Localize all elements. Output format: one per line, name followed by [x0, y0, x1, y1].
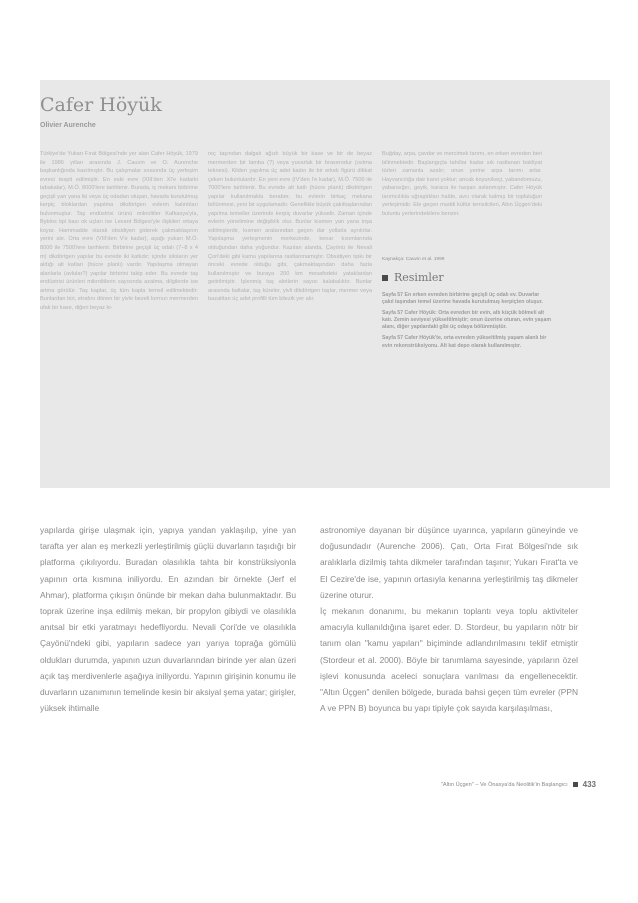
running-title: "Altın Üçgen" – Ve Önasya'da Neolitik'in Başlangıcı — [440, 781, 568, 788]
sidebar-column-3: Buğday, arpa, çavdar ve mercimek tarımı, en erken evreden beri bilinmektedir. Başlangıçta tahıllar kadar sık rastlanan bakliyat türleri zamanla azalır; onun yerine arpa tarımı artar. Hayvancılığa dair kanıt yoktur; ancak koyun/keçi, yabandomuzu, yabansığırı, geyik, karaca ile tavşan avlanmıştır. Cafer Höyük tarımcılıkla uğraştıkları halde, avcı olarak kalmış bir topluluğun yerleşimidir. Ele geçen maddi kültür temsilcileri, Altın Üçgen'deki buluntu yerlerindekilere benzer. — [382, 151, 542, 217]
sidebar-column-2: reç taşından dalgalı ağızlı büyük bir kase ve bir de beyaz mermerden bir lamba (?) veya yuvarlak bir braserodur (ısıtma teknesi). Kilden yapılma üç adet kadın ile bir erkek figürü dikkat çeken buluntulardır. En yeni evre (IV'den I'e kadar), M.Ö. 7500 ile 7000'lere tarihlenir. Bu evrede alt katlı (hücre planlı) dikdörtgen yapılar kullanılmakla beraber, bu evlerin birkaç mekana bölünmesi, yeni bir uygulamadır. Genellikle büyük çakıltaşlarından yapılma temeller üzerinde kerpiç duvarlar yükselir. Zaman içinde evlerin yönelimine değişiklik olur. Bunlar kısmen yan yana inşa edilmişlerdir, kısmen aralarından geçen dar yollarla ayrılırlar. Yapılaşma yerleşmenin merkezinde, kenar kısımlarında olduğundan daha yoğundur. Kazılan alanda, Çayönü ile Nevali Çori'deki gibi kamu yapılarına rastlanmamıştır. Obsidiyen tıpkı bir önceki evrede olduğu gibi, çakmaktaşından daha fazla kullanılmıştır ve buraya 200 km mesafedeki yataklardan getirilmiştir. İşlenmiş taş aletlerin sayısı kalabalıktır. Bunlar arasında baltalar, taş küreler, yivli dikdörtgen taşlar, mermer veya bazalttan üç adet profilli tüm bilezik yer alır. — [208, 151, 372, 303]
square-bullet-icon — [382, 275, 388, 281]
figure-caption: Sayfa 57 En erken evreden birbirine geçişli üç odalı ev. Duvarlar çakıl taşından temel üzerine havada kurutulmuş kerpiçten oluşur. — [382, 292, 543, 306]
main-column-1: yapılarda girişe ulaşmak için, yapıya yandan yaklaşılıp, yine yan tarafta yer alan eş merkezli yerleştirilmiş güçlü duvarların taşıdığı bir platforma çıkılıyordu. Buradan olasılıkla tahta bir konstrüksiyonla yapının orta kısmına iniliyordu. En azından bir örnekte (Jerf el Ahmar), platforma çıkışın önünde bir mekan daha bulunmaktadır. Bu toprak üzerine inşa edilmiş mekan, bir propylon gibiydi ve olasılıkla anıtsal bir etki yaratmayı hedefliyordu. Nevali Çori'de ve olasılıkla Çayönü'ndeki gibi, yapıların sadece yarı yarıya toprağa gömülü oldukları durumda, yapının uzun duvarlarından birinde yer alan üzeri açık taş merdivenlerle aşağıya iniliyordu. Yapının girişinin konumu ile duvarların uzanımının temelinde kesin bir aksiyal şema yatar; girişler, yüksek ihtimalle — [40, 525, 297, 714]
main-column-2: astronomiye dayanan bir düşünce uyarınca, yapıların güneyinde ve doğusundadır (Aurenche 2006). Çatı, Orta Fırat Bölgesi'nde sık aralıklarla dizilmiş tahta dikmeler tarafından taşınır; Yukarı Fırat'ta ve El Cezire'de ise, yapının ortasıyla kenarına yerleştirilmiş taş dikmeler üzerine oturur. İç mekanın donanımı, bu mekanın toplantı veya toplu aktiviteler amacıyla kullanıldığına işaret eder. D. Stordeur, bu yapıların nötr bir tanım olan "kamu yapıları" biçiminde adlandırılmasını teklif etmiştir (Stordeur et al. 2000). Böyle bir tanımlama sayesinde, yapıların özel işlevi konusunda aceleci sonuçlara varılması da engellenecektir. "Altın Üçgen" denilen bölgede, burada bahsi geçen tüm evreler (PPN A ve PPN B) boyunca bu yapı tipiyle çok sayıda karşılaşılması, — [320, 525, 578, 714]
figure-caption: Sayfa 57 Cafer Höyük: Orta evreden bir evin, altı küçük bölmeli alt katı. Zemin seviyesi yükseltilmiştir; onun üzerine oturan, evin yaşam alanı, diğer yapılardaki gibi üç odaya bölünmüştür. — [382, 310, 551, 331]
figure-caption: Sayfa 57 Cafer Höyük'te, orta evreden yükseltilmiş yaşam alanlı bir evin rekonstrüksiyonu. Alt kat depo olarak kullanılmıştır. — [382, 335, 547, 349]
sidebar-title: Cafer Höyük — [40, 94, 162, 116]
resimler-title: Resimler — [394, 271, 444, 284]
resimler-heading — [382, 271, 444, 284]
page-footer — [441, 780, 596, 789]
square-bullet-icon — [573, 782, 578, 787]
sidebar-citation: Kaynakça: Cauvin et al. 1999 — [382, 257, 445, 262]
sidebar-author: Olivier Aurenche — [40, 122, 96, 129]
page-number: 433 — [582, 780, 596, 789]
sidebar-column-1: Türkiye'de Yukarı Fırat Bölgesi'nde yer alan Cafer Höyük, 1979 ile 1986 yılları arasında J. Cauvin ve O. Aurenche başkanlığında kazılmıştır. Bu çalışmalar sırasında üç yerleşim evresi tespit edilmiştir. En eski evre (XIII'den XI'e kadarki tabakalar), M.Ö. 8000'lere tarihlenir. Burada, iç mekanı birbirine geçişli yan yana iki veya üç odadan oluşan, havada kurutulmuş kerpiç bloklardan yapılma dikdörtgen evlerin kalıntıları bulunmuştur. Taş endüstrisi ürünü mikrolitler Kafkasya'yla, Byblos tipi bazı ok uçları ise Levant Bölgesi'yle ilişkileri ortaya koyar. Hammadde olarak obsidiyen giderek çakmaktaşının yerini alır. Orta evre (VIII'den V'e kadar), aşağı yukarı M.Ö. 8000 ile 7500'lere tarihlenir. Birbirine geçişli üç odalı (7–8 x 4 m) dikdörtgen yapılar bu evrede iki katlıdır; içinde siloların yer aldığı alt katları (hücre planlı) vardır. Yapılaşma olmayan alanlarla (avlular?) yapılar birbirini takip eder. Bu evrede taş endüstrisi ürünleri mikrolitlerin sayısında azalma, dilgilerde ise artma görülür. Taş kaplar, üç tüm kapla temsil edilmektedir: Bunlardan biri, etrafını dönen bir yivle bezeli kırmızı mermerden ufak bir kase, diğeri beyaz ki- — [40, 151, 198, 311]
resimler-captions — [382, 292, 552, 354]
